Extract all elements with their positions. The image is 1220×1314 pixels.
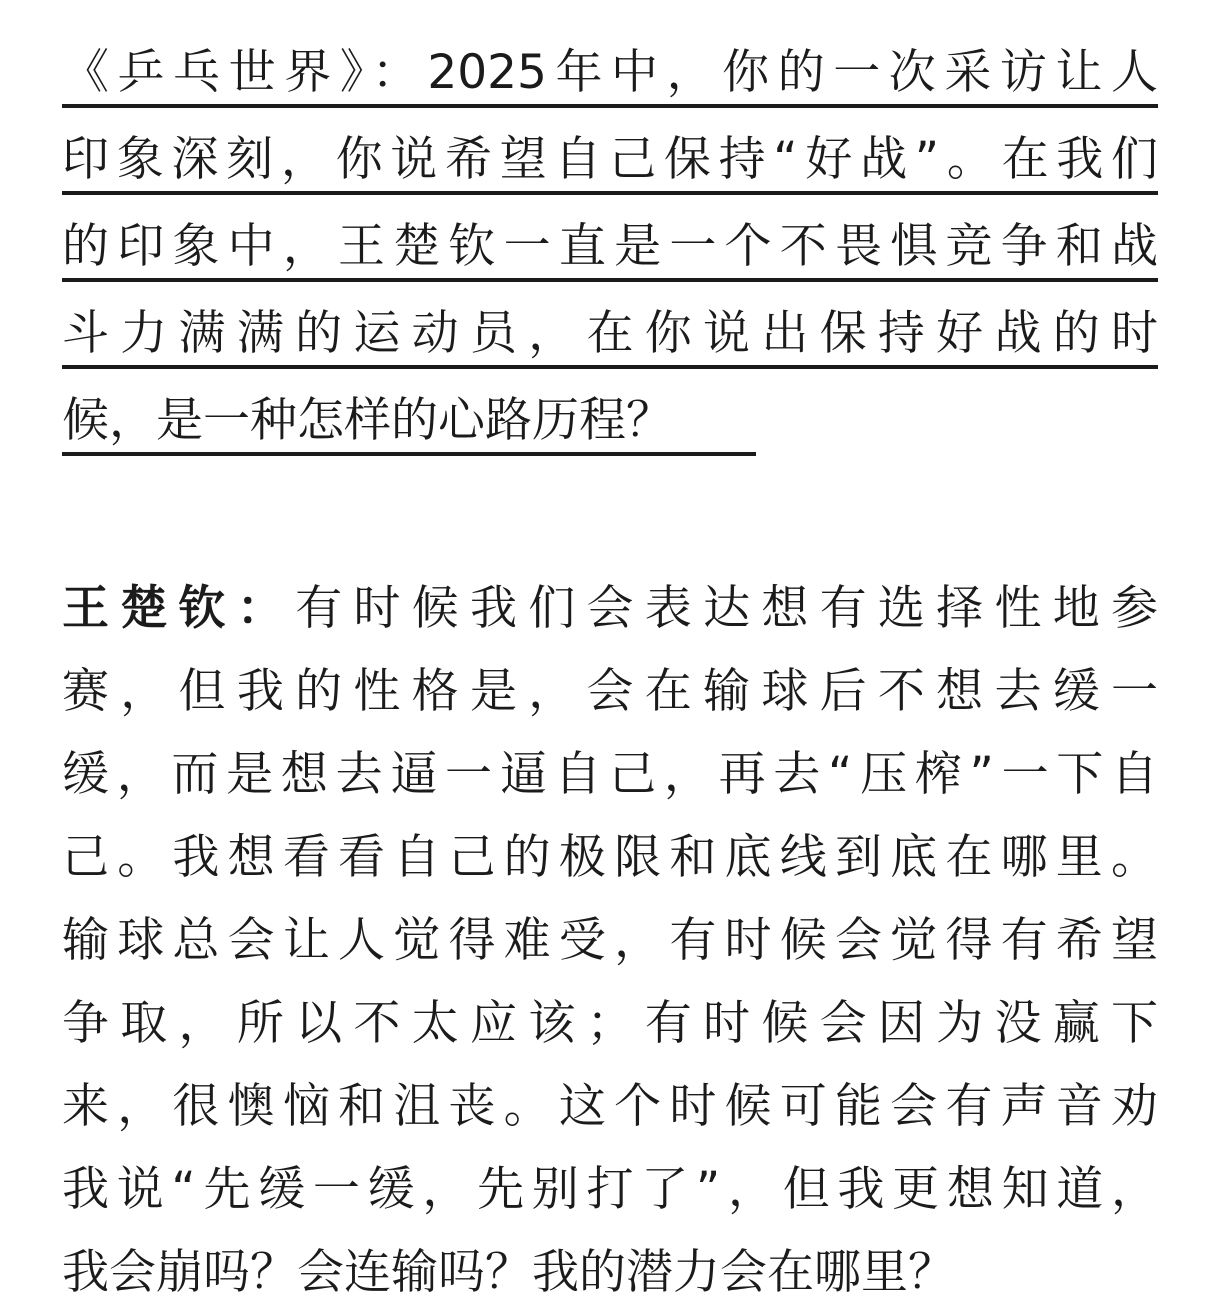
answer-first-line: [62, 567, 1158, 650]
answer-line: 争取，所以不太应该；有时候会因为没赢下: [62, 996, 1158, 1051]
question-line: 斗力满满的运动员，在你说出保持好战的时: [62, 303, 1158, 369]
answer-line: 我会崩吗？会连输吗？我的潜力会在哪里？: [62, 1245, 955, 1300]
interview-question: [62, 42, 1158, 481]
answer-line: 来，很懊恼和沮丧。这个时候可能会有声音劝: [62, 1079, 1158, 1134]
article-excerpt: [62, 42, 1158, 1314]
interview-answer: [62, 567, 1158, 1314]
answer-line: 赛，但我的性格是，会在输球后不想去缓一: [62, 664, 1158, 719]
answer-line: 己。我想看看自己的极限和底线到底在哪里。: [62, 830, 1158, 885]
answer-line: 我说“先缓一缓，先别打了”，但我更想知道，: [62, 1162, 1158, 1217]
question-line: 《乒乓世界》：2025年中，你的一次采访让人: [62, 42, 1158, 108]
question-line: 的印象中，王楚钦一直是一个不畏惧竞争和战: [62, 216, 1158, 282]
answer-line: 缓，而是想去逼一逼自己，再去“压榨”一下自: [62, 747, 1158, 802]
answer-line: 输球总会让人觉得难受，有时候会觉得有希望: [62, 913, 1158, 968]
answer-text: 有时候我们会表达想有选择性地参: [295, 581, 1158, 636]
question-line: 印象深刻，你说希望自己保持“好战”。在我们: [62, 129, 1158, 195]
question-line: 候，是一种怎样的心路历程？: [62, 390, 756, 456]
speaker-name: 王楚钦：: [62, 581, 296, 636]
